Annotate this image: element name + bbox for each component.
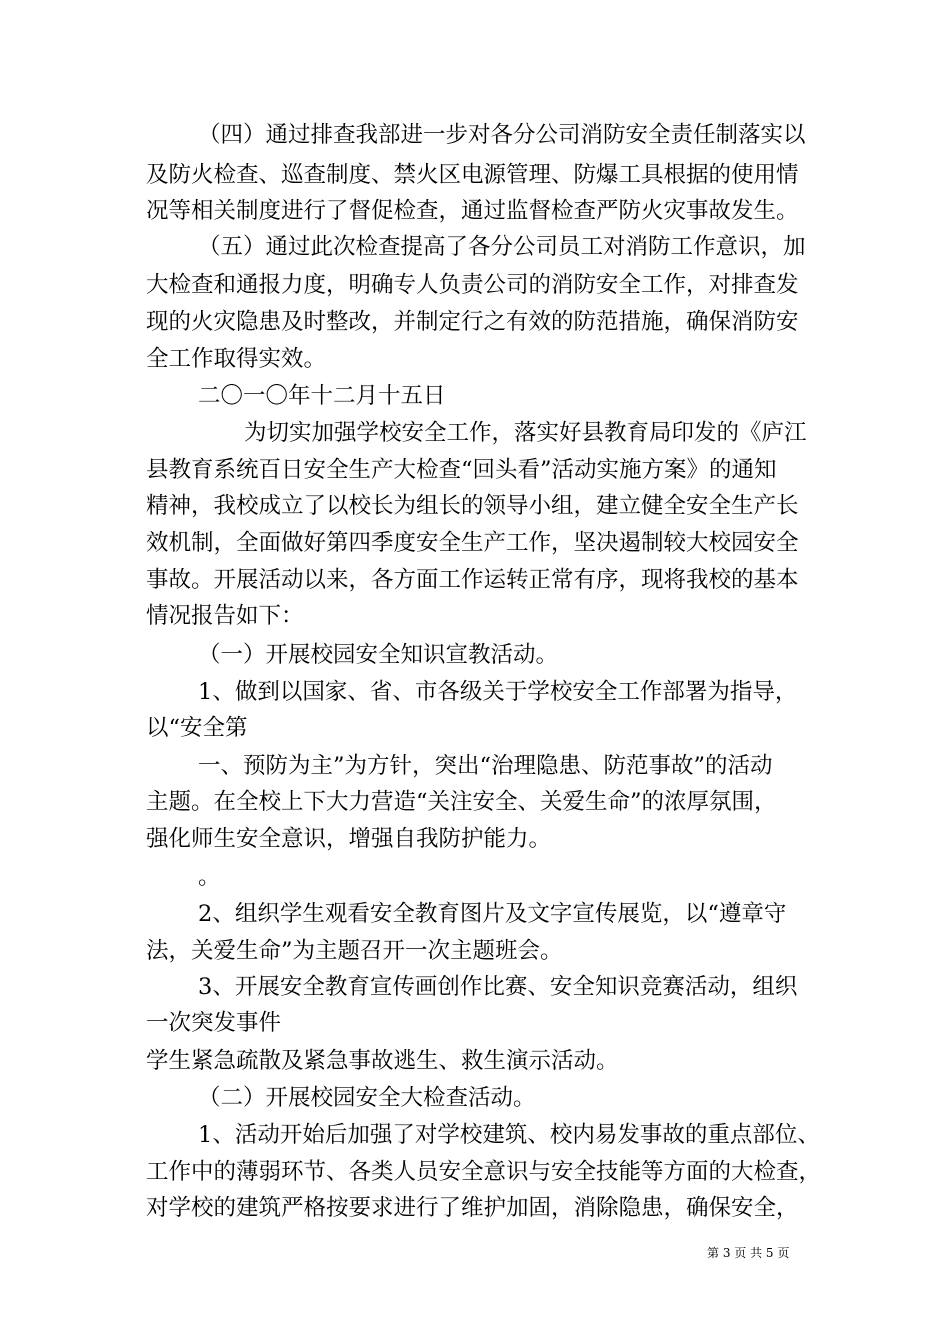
paragraph-line: 1、做到以国家、省、市各级关于学校安全工作部署为指导， bbox=[198, 679, 798, 705]
paragraph-line: 情况报告如下： bbox=[146, 603, 304, 629]
paragraph-line: 3、开展安全教育宣传画创作比赛、安全知识竞赛活动，组织 bbox=[198, 974, 798, 1000]
paragraph-line: 县教育系统百日安全生产大检查“回头看”活动实施方案》的通知 bbox=[146, 457, 777, 483]
paragraph-line: 工作中的薄弱环节、各类人员安全意识与安全技能等方面的大检查， bbox=[146, 1159, 822, 1185]
paragraph-line: 主题。在全校上下大力营造“关注安全、关爱生命”的浓厚氛围， bbox=[146, 789, 777, 815]
paragraph-line: 大检查和通报力度，明确专人负责公司的消防安全工作，对排查发 bbox=[146, 272, 799, 298]
page-number: 第 3 页 共 5 页 bbox=[707, 1246, 790, 1260]
paragraph-line: 2、组织学生观看安全教育图片及文字宣传展览，以“遵章守 bbox=[198, 901, 787, 927]
paragraph-line: 精神，我校成立了以校长为组长的领导小组，建立健全安全生产长 bbox=[146, 493, 799, 519]
paragraph-line: 全工作取得实效。 bbox=[146, 346, 327, 372]
paragraph-line: 以“安全第 bbox=[146, 715, 248, 741]
paragraph-line: （五）通过此次检查提高了各分公司员工对消防工作意识，加 bbox=[198, 234, 806, 260]
paragraph-line: 为切实加强学校安全工作，落实好县教育局印发的《庐江 bbox=[244, 420, 807, 446]
paragraph-line: 况等相关制度进行了督促检查，通过监督检查严防火灾事故发生。 bbox=[146, 198, 799, 224]
paragraph-line: 学生紧急疏散及紧急事故逃生、救生演示活动。 bbox=[146, 1048, 619, 1074]
paragraph-line: 。 bbox=[198, 864, 221, 890]
paragraph-line: 一、预防为主”为方针，突出“治理隐患、防范事故”的活动 bbox=[198, 753, 773, 779]
paragraph-line: 一次突发事件 bbox=[146, 1010, 282, 1036]
date-line: 二〇一〇年十二月十五日 bbox=[198, 383, 446, 409]
paragraph-line: （四）通过排查我部进一步对各分公司消防安全责任制落实以 bbox=[198, 122, 806, 148]
paragraph-line: 事故。开展活动以来，各方面工作运转正常有序，现将我校的基本 bbox=[146, 567, 799, 593]
section-heading: （二）开展校园安全大检查活动。 bbox=[198, 1085, 536, 1111]
paragraph-line: 法，关爱生命”为主题召开一次主题班会。 bbox=[146, 938, 563, 964]
section-heading: （一）开展校园安全知识宣教活动。 bbox=[198, 642, 559, 668]
paragraph-line: 强化师生安全意识，增强自我防护能力。 bbox=[146, 826, 552, 852]
paragraph-line: 及防火检查、巡查制度、禁火区电源管理、防爆工具根据的使用情 bbox=[146, 162, 799, 188]
paragraph-line: 对学校的建筑严格按要求进行了维护加固，消除隐患，确保安全， bbox=[146, 1195, 799, 1221]
paragraph-line: 现的火灾隐患及时整改，并制定行之有效的防范措施，确保消防安 bbox=[146, 309, 799, 335]
paragraph-line: 效机制，全面做好第四季度安全生产工作，坚决遏制较大校园安全 bbox=[146, 530, 799, 556]
paragraph-line: 1、活动开始后加强了对学校建筑、校内易发事故的重点部位、 bbox=[198, 1122, 820, 1148]
